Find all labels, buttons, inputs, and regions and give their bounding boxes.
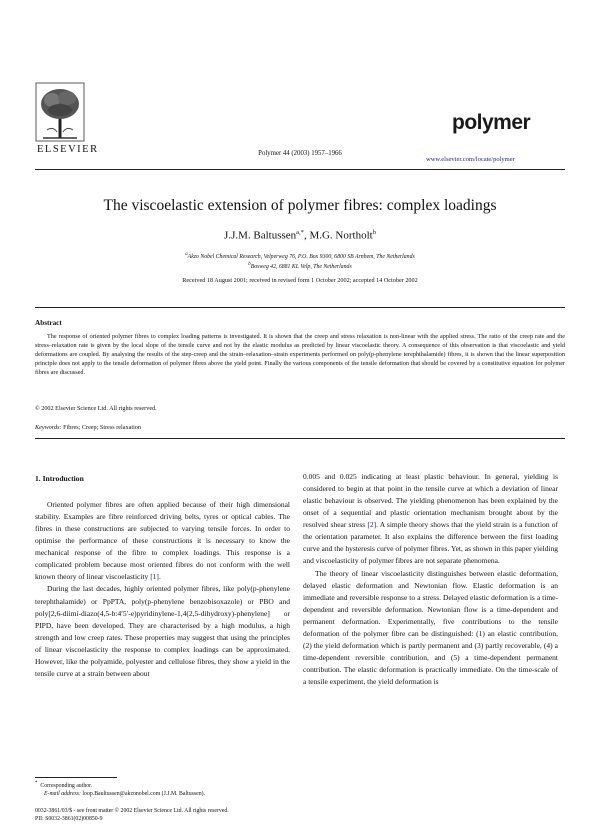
- affiliation-b-text: Bosweg 42, 6881 KL Velp, The Netherlands: [250, 263, 352, 270]
- abstract-body: [35, 332, 565, 377]
- received-dates: Received 18 August 2001; received in revised form 1 October 2002; accepted 14 October 2002: [182, 277, 418, 284]
- footnote-email-address[interactable]: loop.Baultussen@akzonobel.com (J.J.M. Baltussen).: [80, 791, 205, 798]
- abstract-text: The response of oriented polymer fibres to complex loading patterns is investigated. It is shown that the creep and stress relaxation is non-linear with the applied stress. The ratio of the creep rate and the stress–relaxation rate is given by the local slope of the tensile curve and not by the elastic modulus as predicted by linear viscoelastic theory. A consequence of this observation is that viscoelastic and yield deformations are coupled. By analysing the results of the step-creep and the strain–relaxation–strain experiments performed on poly(p-phenylene terephthalamide) fibres, it is shown that the linear superposition principle does not apply to the tensile deformation of polymer fibres above the yield point. Finally the various components of the tensile deformation that should be covered by a constitutive equation for polymer fibres are discussed.: [35, 333, 565, 377]
- footnote-label: Corresponding author.: [40, 782, 93, 789]
- keywords-text: Fibres; Creep; Stress relaxation: [61, 424, 141, 431]
- footnote-divider: [35, 777, 117, 778]
- authors: [0, 229, 600, 242]
- keywords-label: Keywords:: [35, 424, 62, 431]
- abstract-heading: Abstract: [35, 319, 62, 327]
- issn-line: 0032-3861/03/$ - see front matter © 2002 Elsevier Science Ltd. All rights reserved.: [35, 808, 229, 814]
- section-heading: 1. Introduction: [35, 474, 84, 483]
- bottom-info: [35, 807, 229, 823]
- author-2-affiliation-mark: b: [372, 229, 376, 236]
- left-column: [35, 499, 290, 680]
- author-1-affiliation-mark: a,*: [296, 229, 304, 236]
- affiliation-a-mark: a: [185, 252, 188, 257]
- right-paragraph-1-rest: . A simple theory shows that the yield strain is a function of the orientation parameter. It also explains the difference between the first loading curve and the hysteresis curve of polymer fibres. Yet, as shown in this paper yielding and viscoelasticity of polymer fibres are not separate phenomena.: [303, 520, 558, 566]
- abstract-bottom-divider: [35, 438, 565, 439]
- left-paragraph-2: During the last decades, highly oriented polymer fibres, like poly(p-phenylene terephthalamide) or PpPTA, poly(p-phenylene benzobisoxazole) or PBO and poly[2,6-diimi-diazo(4,5-b:4′5′-e)pyridinylene-1,4(2,5-dihydroxy)-phenylene] or PIPD, have been developed. They are characterised by a high modulus, a high strength and low creep rates. These properties may suggest that using the principles of linear viscoelasticity the response to complex loadings can be approximated. However, like the polyamide, polyester and cellulose fibres, they show a yield in the tensile curve at a strain between about: [35, 584, 290, 678]
- publisher-name: ELSEVIER: [37, 144, 99, 155]
- elsevier-tree-logo: [35, 82, 85, 142]
- affiliation-a-text: Akzo Nobel Chemical Research, Velperweg 76, P.O. Box 9300, 6800 SB Arnhem, The Netherlands: [187, 253, 415, 260]
- author-1: J.J.M. Baltussen: [224, 229, 297, 242]
- affiliation-b: [0, 262, 600, 270]
- left-paragraph-1: [35, 499, 290, 583]
- footnote-email: [35, 790, 205, 798]
- right-paragraph-1-text: 0.005 and 0.025 indicating at least plastic behaviour. In general, yielding is considered to begin at that point in the tensile curve at which a deviation of linear elastic behaviour is observed. The yielding phenomenon has been explained by the onset of a sequential and plastic orientation mechanism brought about by the resolved shear stress: [303, 472, 558, 530]
- footnote: [35, 780, 205, 798]
- author-separator: ,: [303, 229, 310, 242]
- footnote-corresponding: [35, 780, 205, 790]
- citation-1-link[interactable]: [1]: [150, 572, 159, 582]
- pii-line: PII: S0032-3861(02)00850-9: [35, 816, 103, 823]
- paper-title: The viscoelastic extension of polymer fibres: complex loadings: [103, 197, 497, 214]
- journal-logo: polymer: [452, 111, 531, 134]
- journal-url-link[interactable]: www.elsevier.com/locate/polymer: [426, 156, 515, 163]
- left-paragraph-1-text: Oriented polymer fibres are often applied because of their high dimensional stability. Examples are fibre reinforced driving belts, tyres or optical cables. The fibres in these constructions are subjected to varying tensile forces. In order to optimise the performance of these constructions it is necessary to know the mechanical response of the fibre to complex loadings. This response is a complicated problem because most oriented fibres do not conform with the well known theory of linear viscoelasticity: [35, 500, 290, 582]
- footnote-email-label: E-mail address:: [44, 791, 81, 798]
- affiliation-a: [0, 252, 600, 260]
- journal-info: Polymer 44 (2003) 1957–1966: [258, 150, 342, 157]
- affiliation-b-mark: b: [248, 262, 251, 267]
- abstract-top-divider: [35, 307, 565, 308]
- footnote-mark: *: [35, 781, 38, 786]
- keywords: [35, 424, 141, 431]
- right-column: [303, 471, 558, 688]
- right-paragraph-2: The theory of linear viscoelasticity distinguishes between elastic deformation, delayed elastic deformation and Newtonian flow. Elastic deformation is an immediate and reversible response to a stress. Delayed elastic deformation is a time-dependent and reversible deformation. Newtonian flow is a time-dependent and permanent deformation. Experimentally, five contributions to the tensile deformation of the polymer fibre can be distinguished: (1) an elastic contribution, (2) the yield deformation which is partly permanent and (3) partly recoverable, (4) a time-dependent reversible contribution, and (5) a time-dependent permanent contribution. The elastic deformation is practically immediate. On the time-scale of a tensile experiment, the yield deformation is: [303, 568, 558, 687]
- author-2: M.G. Northolt: [309, 229, 373, 242]
- citation-2-link[interactable]: [2]: [367, 520, 377, 530]
- left-paragraph-1-end: .: [158, 572, 161, 582]
- right-paragraph-1: [303, 471, 558, 568]
- header-divider: [35, 169, 565, 170]
- copyright: © 2002 Elsevier Science Ltd. All rights reserved.: [35, 405, 157, 412]
